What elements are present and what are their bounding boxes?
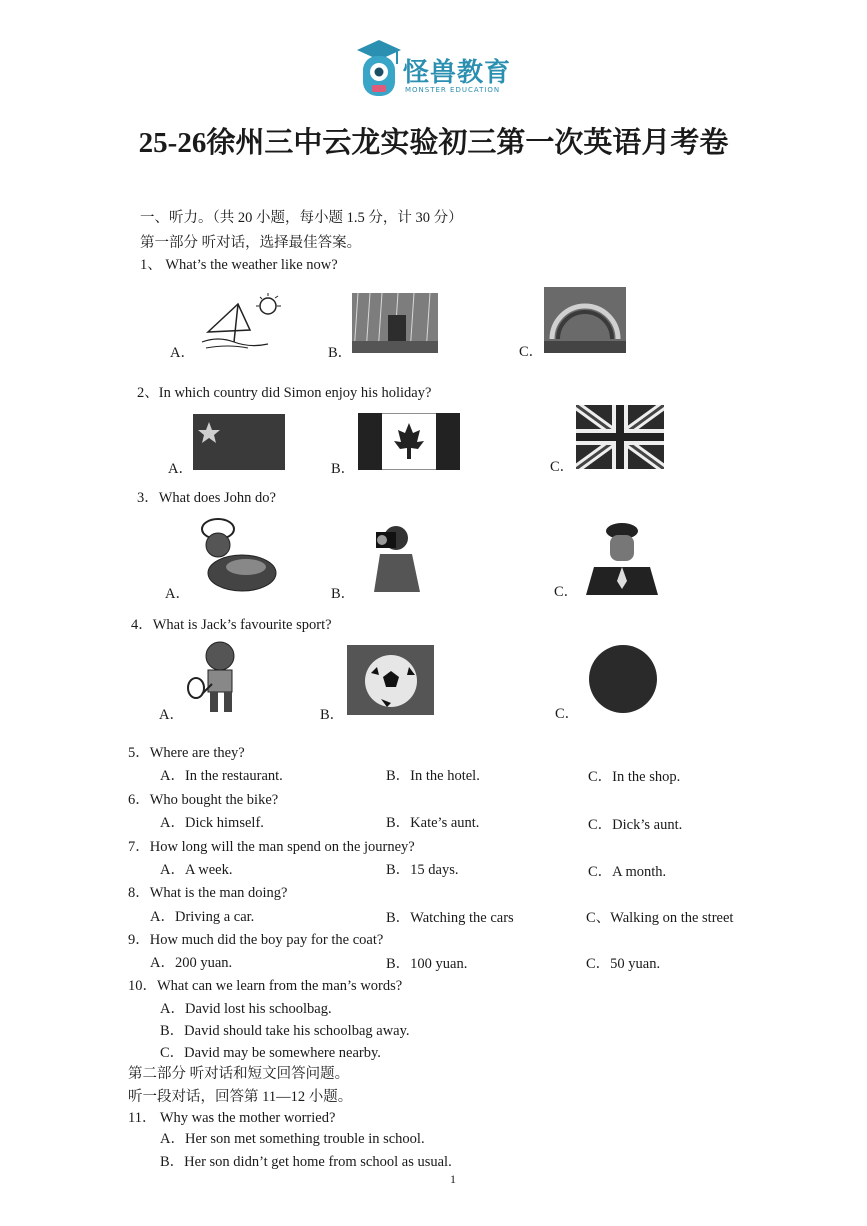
question-2: 2、In which country did Simon enjoy his holiday?	[137, 385, 432, 401]
option-a: A．200 yuan.	[150, 955, 233, 971]
option-a: A．Her son met something trouble in school.	[160, 1131, 425, 1147]
question-7: 7．How long will the man spend on the journey?	[128, 839, 415, 855]
question-8: 8．What is the man doing?	[128, 885, 288, 901]
option-label: B．	[320, 707, 345, 723]
rainy-scene-image	[352, 293, 438, 353]
option-a: A．Driving a car.	[150, 909, 255, 925]
option-c: C．A month.	[588, 864, 667, 880]
question-1: 1、 What’s the weather like now?	[140, 257, 338, 273]
option-c: C．50 yuan.	[586, 956, 661, 972]
photographer-image	[360, 522, 434, 594]
option-a: A．A week.	[160, 862, 233, 878]
part1-heading: 第一部分 听对话，选择最佳答案。	[140, 235, 362, 251]
monster-mascot-icon	[355, 38, 403, 102]
option-a: A．Dick himself.	[160, 815, 264, 831]
canada-flag-image	[358, 413, 460, 470]
option-label: B．	[328, 345, 353, 361]
question-3: 3．What does John do?	[137, 490, 276, 506]
option-b: B．In the hotel.	[386, 768, 480, 784]
question-11: 11． Why was the mother worried?	[128, 1110, 336, 1126]
option-label: C．	[554, 584, 579, 600]
logo-subtext: MONSTER EDUCATION	[405, 86, 501, 94]
china-flag-image	[193, 414, 285, 470]
tennis-player-image	[184, 640, 252, 716]
cook-image	[192, 515, 278, 595]
option-label: B．	[331, 461, 356, 477]
option-a: A．David lost his schoolbag.	[160, 1001, 332, 1017]
option-c: C．David may be somewhere nearby.	[160, 1045, 381, 1061]
section-heading: 一、听力。（共 20 小题，每小题 1.5 分，计 30 分）	[140, 210, 463, 226]
part2-heading: 第二部分 听对话和短文回答问题。	[128, 1066, 350, 1082]
option-a: A．In the restaurant.	[160, 768, 283, 784]
question-6: 6．Who bought the bike?	[128, 792, 279, 808]
option-label: A．	[170, 345, 195, 361]
option-b: B．100 yuan.	[386, 956, 468, 972]
question-5: 5．Where are they?	[128, 745, 245, 761]
option-b: B．David should take his schoolbag away.	[160, 1023, 410, 1039]
basketball-image	[587, 643, 659, 715]
rainbow-image	[544, 287, 626, 353]
option-label: A．	[165, 586, 190, 602]
question-9: 9．How much did the boy pay for the coat?	[128, 932, 384, 948]
option-c: C、Walking on the street	[586, 910, 734, 926]
option-label: C．	[519, 344, 544, 360]
option-c: C．Dick’s aunt.	[588, 817, 683, 833]
pilot-image	[584, 519, 660, 595]
option-b: B．15 days.	[386, 862, 459, 878]
football-image	[347, 645, 434, 715]
option-label: C．	[550, 459, 575, 475]
option-label: B．	[331, 586, 356, 602]
option-b: B．Kate’s aunt.	[386, 815, 480, 831]
page-number: 1	[450, 1172, 456, 1186]
option-label: A．	[159, 707, 184, 723]
logo	[355, 38, 515, 102]
option-b: B．Her son didn’t get home from school as usual.	[160, 1154, 452, 1170]
option-label: C．	[555, 706, 580, 722]
logo-text: 怪兽教育	[403, 58, 512, 88]
option-b: B．Watching the cars	[386, 910, 514, 926]
question-4: 4．What is Jack’s favourite sport?	[131, 617, 332, 633]
page-title: 25-26徐州三中云龙实验初三第一次英语月考卷	[138, 127, 729, 159]
uk-flag-image	[576, 405, 664, 469]
part2-instruction: 听一段对话，回答第 11—12 小题。	[128, 1089, 353, 1105]
sunny-beach-image	[198, 292, 286, 352]
question-10: 10．What can we learn from the man’s words?	[128, 978, 403, 994]
option-c: C．In the shop.	[588, 769, 681, 785]
option-label: A．	[168, 461, 193, 477]
